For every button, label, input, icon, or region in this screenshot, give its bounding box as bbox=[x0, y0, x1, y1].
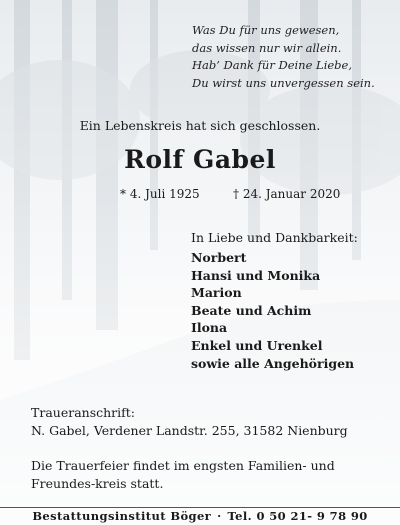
poem-line: Was Du für uns gewesen, bbox=[192, 23, 340, 37]
death-date: † 24. Januar 2020 bbox=[233, 187, 341, 201]
funeral-home-phone: Tel. 0 50 21- 9 78 90 bbox=[227, 509, 368, 523]
footer-divider bbox=[0, 507, 400, 508]
funeral-home-name: Bestattungsinstitut Böger bbox=[32, 509, 212, 523]
poem-line: Du wirst uns unvergessen sein. bbox=[192, 75, 375, 90]
footer bbox=[0, 509, 400, 523]
service-note: Die Trauerfeier findet im engsten Familien- und Freundes-kreis statt. bbox=[31, 458, 335, 491]
mourner-name: sowie alle Angehörigen bbox=[191, 355, 355, 371]
mourner-name: Marion bbox=[191, 285, 242, 301]
mourner-name: Hansi und Monika bbox=[191, 267, 321, 283]
mourner-name: Beate und Achim bbox=[191, 302, 312, 318]
address-value: N. Gabel, Verdener Landstr. 255, 31582 Nienburg bbox=[31, 423, 348, 438]
birth-date: * 4. Juli 1925 bbox=[120, 187, 200, 201]
intro-text: Ein Lebenskreis hat sich geschlossen. bbox=[79, 118, 321, 133]
poem-line: das wissen nur wir allein. bbox=[192, 40, 342, 55]
mourner-name: Ilona bbox=[191, 320, 228, 336]
mourner-name: Norbert bbox=[191, 250, 247, 265]
footer-separator: · bbox=[217, 509, 222, 523]
mourner-name: Enkel und Urenkel bbox=[191, 337, 323, 353]
mourners-heading: In Liebe und Dankbarkeit: bbox=[191, 230, 358, 245]
deceased-name: Rolf Gabel bbox=[124, 145, 276, 174]
poem bbox=[192, 22, 375, 92]
address-label: Traueranschrift: bbox=[31, 405, 135, 420]
mourners-list bbox=[191, 249, 354, 372]
poem-line: Hab’ Dank für Deine Liebe, bbox=[192, 58, 352, 72]
